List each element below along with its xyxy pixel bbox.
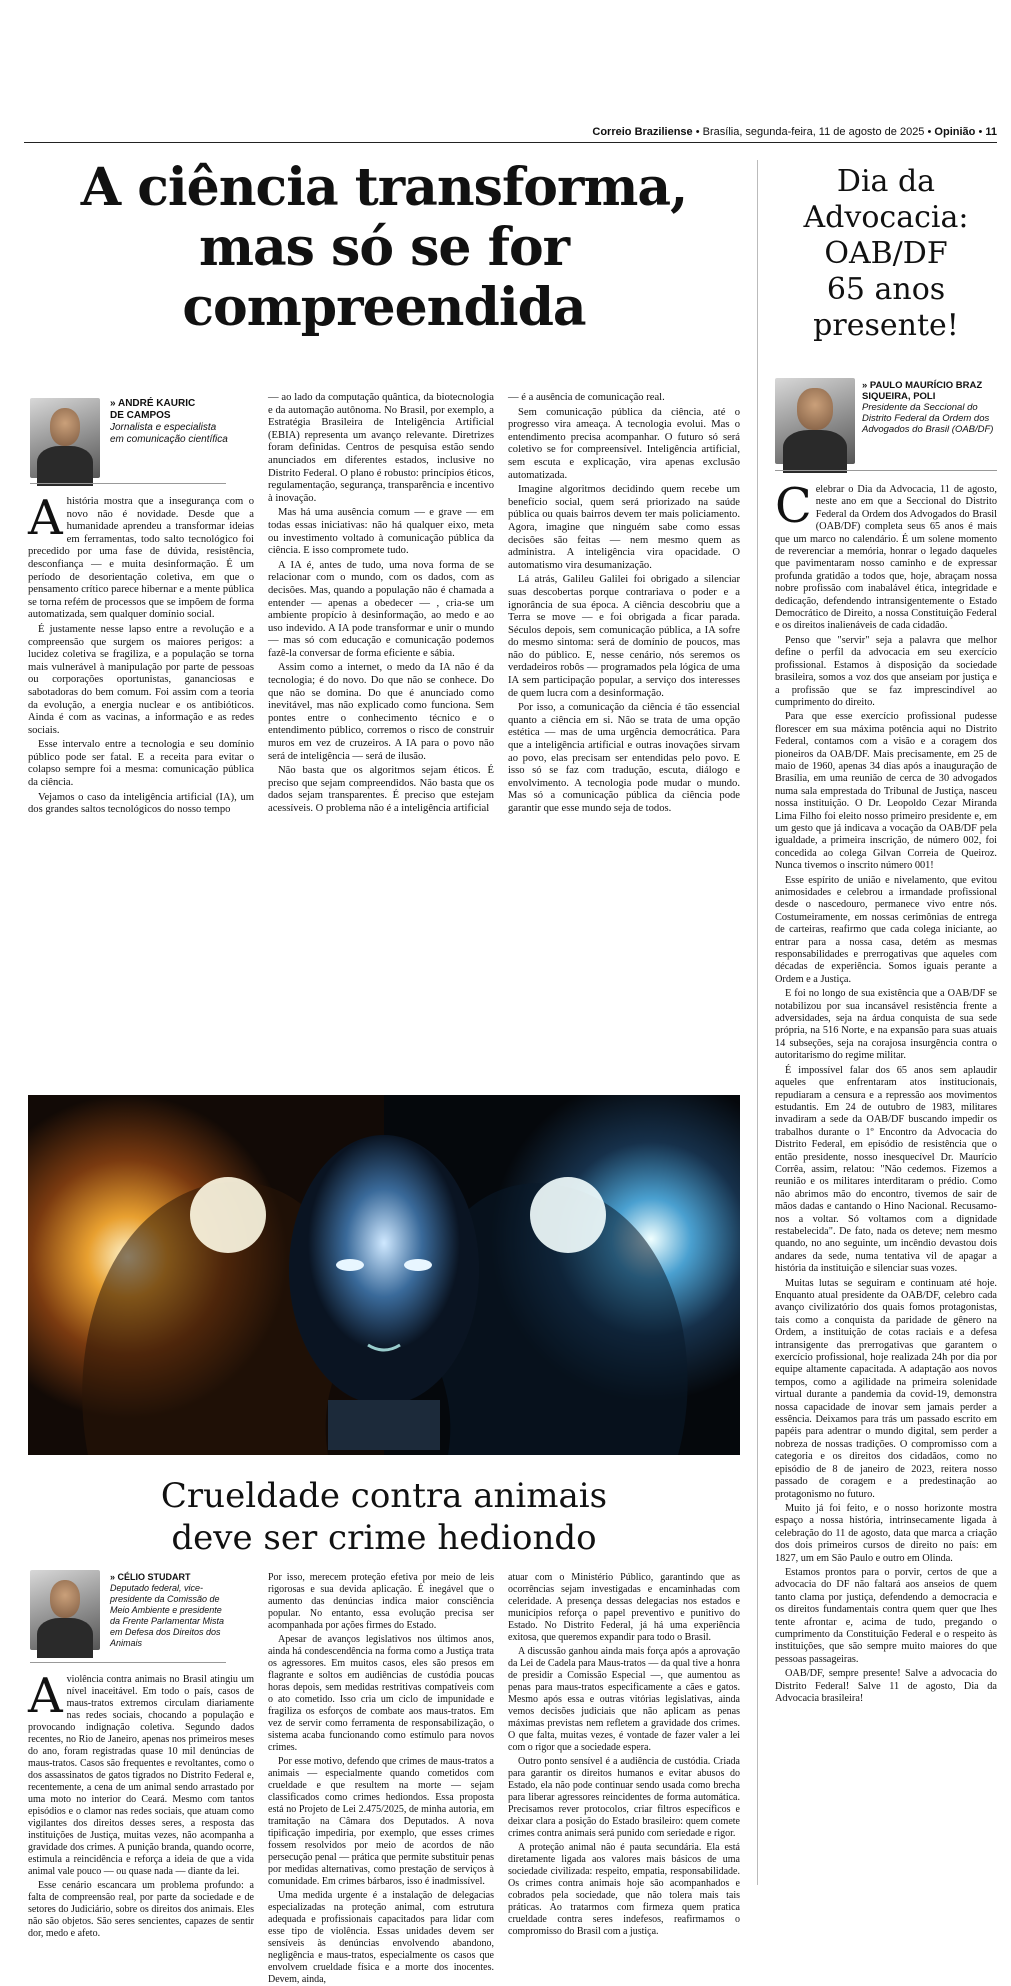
dropcap: C <box>775 478 812 534</box>
paragraph: Uma medida urgente é a instalação de delegacias especializadas na proteção animal, com estrutura adequada e profissionais capacitados para lidar com esse tipo de violência. Essas unidades devem ser sensíveis às denúncias envolvendo abandono, negligência e maus-tratos, especialmente os casos que envolvem crueldade física e a morte dos inocentes. Devem, ainda, <box>268 1890 494 1985</box>
article2-byline <box>110 1572 232 1649</box>
headline-line: OAB/DF <box>824 236 948 271</box>
page-number: 11 <box>985 126 997 138</box>
paragraph: OAB/DF, sempre presente! Salve a advocacia do Distrito Federal! Salve 11 de agosto, Dia da Advocacia brasileira! <box>775 1668 997 1704</box>
author-name: » ANDRÉ KAURIC <box>110 398 196 409</box>
article2-column-1 <box>28 1668 254 1939</box>
headline-line: A ciência transforma, <box>80 157 688 218</box>
newspaper-name: Correio Braziliense <box>592 126 693 138</box>
paragraph: A proteção animal não é pauta secundária. Ela está diretamente ligada aos valores mais básicos de uma sociedade civilizada: respeito, empatia, responsabilidade. Os crimes contra animais hoje são acompanhados e cobrados pela sociedade, que não tolera mais tais práticas. Ao tratarmos com firmeza quem pratica crueldade contra seres indefesos, reafirmamos o compromisso do Brasil com a justiça. <box>508 1842 740 1937</box>
paragraph: Esse cenário escancara um problema profundo: a falta de compreensão real, por parte da sociedade e de setores do Judiciário, sobre os direitos dos animais. Eles não são objetos. São seres sencientes, capazes de sentir dor, medo e afeto. <box>28 1880 254 1939</box>
column-divider <box>757 160 758 1885</box>
headline-line: deve ser crime hediondo <box>171 1518 597 1558</box>
paragraph: Esse intervalo entre a tecnologia e seu domínio público pode ser fatal. E a receita para evitar o colapso sempre foi a mesma: comunicação pública da ciência. <box>28 739 254 789</box>
headline-line: presente! <box>813 308 959 343</box>
section-name: Opinião <box>934 126 976 138</box>
paragraph: Sem comunicação pública da ciência, até o progresso vira ameaça. A tecnologia evolui. Mas o entendimento precisa acompanhar. O futuro só será coletivo se for compreensível. Inteligência artificial, sem escuta e explicação, vira apenas exclusão automatizada. <box>508 406 740 481</box>
paragraph: história mostra que a insegurança com o novo não é novidade. Desde que a humanidade aprendeu a transformar ideias em ferramentas, todo salto tecnológico foi precedido por uma fase de dúvida, resistência, desconfiança — e muita desinformação. É um período de desorientação coletiva, em que o pensamento crítico parece hibernar e a mente pública se torna refém de processos que se impõem de forma automatizada, sem qualquer domínio social. <box>28 496 254 621</box>
paragraph: E foi no longo de sua existência que a OAB/DF se notabilizou por sua incansável resistência frente a adversidades, seja na árdua conquista de sua sede própria, na 516 Norte, e na expansão para suas atuais 14 subseções, seja na corajosa insurgência contra o autoritarismo do regime militar. <box>775 988 997 1062</box>
author-name-cont: SIQUEIRA, POLI <box>862 391 936 402</box>
article3-headline <box>775 164 997 344</box>
header-separator: • <box>695 126 700 138</box>
paragraph: Por isso, a comunicação da ciência é tão essencial quanto a ciência em si. Não se trata de uma opção estética — mas de uma urgência democrática. Para que a inteligência artificial e outras inovações sirvam ao povo, elas precisam ser entendidas pelo povo. E isso só se faz com tradução, escuta, diálogo e envolvimento. A tecnologia pode mudar o mundo. Mas só a comunicação pública da ciência pode garantir que esse mundo seja de todos. <box>508 702 740 814</box>
paragraph: Muito já foi feito, e o nosso horizonte mostra espaço a nossa história, intrinsecamente ligada à celebração do 11 de agosto, data que marca a criação dos dois primeiros cursos de direito no país: em 1827, um em São Paulo e outro em Olinda. <box>775 1502 997 1564</box>
paragraph: A IA é, antes de tudo, uma nova forma de se relacionar com o mundo, com os dados, com as decisões. Mas, quando a população não é chamada a entender — apenas a obedecer — , cria-se um ambiente propício à desinformação, ao medo e ao uso indevido. A IA pode transformar e unir o mundo — mas só com educação e comunicação podemos fazê-la conversar de forma eficiente e sábia. <box>268 559 494 659</box>
paragraph: Esse espírito de união e nivelamento, que evitou animosidades e celebrou a irmandade profissional desde o nascedouro, permanece vivo entre nós. Costumeiramente, em nossas cerimônias de entrega de carteiras, reafirmo que cada colega iniciante, ao entrar para a nossa casa, detém as mesmas responsabilidades e prerrogativas que aqueles com décadas de experiência. Somos iguais perante a Ordem e a Justiça. <box>775 874 997 985</box>
byline-rule <box>30 1662 226 1663</box>
paragraph: A discussão ganhou ainda mais força após a aprovação da Lei de Cadela para Maus-tratos — da qual tive a honra de presidir a Comissão Especial —, que aumentou as penas para maus-tratos especificamente a cães e gatos. Mesmo após essa e outras vitórias legislativas, ainda vemos decisões judiciais que não aplicam as penas máximas previstas nem refletem a gravidade dos crimes. O que falta, muitas vezes, é vontade de fazer valer a lei com o rigor que a sociedade espera. <box>508 1646 740 1753</box>
headline-line: mas só se for <box>198 217 570 278</box>
author-name: » PAULO MAURÍCIO BRAZ <box>862 380 983 391</box>
author-role: Deputado federal, vice-presidente da Comissão de Meio Ambiente e presidente da Frente Parlamentar Mista em Defesa dos Direitos dos Animais <box>110 1583 225 1648</box>
paragraph: Vejamos o caso da inteligência artificial (IA), um dos grandes saltos tecnológicos do nosso tempo <box>28 791 254 816</box>
paragraph: Lá atrás, Galileu Galilei foi obrigado a silenciar suas descobertas porque contrariava o poder e a ignorância de sua época. A ciência descobriu que a Terra se move — e foi obrigada a ficar parada. Séculos depois, sem comunicação pública, a IA sofre do mesmo sintoma: será de domínio de poucos, mas não do público. E, nesse cenário, nós seremos os verdadeiros robôs — programados pela lógica de uma IA sem participação popular, a serviço dos interesses de quem lucra com a desinformação. <box>508 574 740 699</box>
paragraph: Por isso, merecem proteção efetiva por meio de leis rigorosas e sua devida aplicação. É inegável que o aumento das denúncias indica maior consciência popular. No entanto, essa evolução precisa ser acompanhada por ações firmes do Estado. <box>268 1572 494 1631</box>
page-header <box>24 126 997 143</box>
article1-column-1 <box>28 490 254 886</box>
headline-line: Crueldade contra animais <box>160 1476 608 1516</box>
author-name-cont: DE CAMPOS <box>110 410 171 421</box>
byline-rule <box>30 483 226 484</box>
paragraph: elebrar o Dia da Advocacia, 11 de agosto, neste ano em que a Seccional do Distrito Federal da Ordem dos Advogados do Brasil (OAB/DF) completa seus 65 anos é mais que um marco no calendário. É um solene momento de reverenciar a memória, honrar o legado daqueles que pavimentaram nosso caminho e de expressar profunda gratidão a todos que, hoje, abraçam nossa nobre profissão com inabalável ética, integridade e dedicação, defendendo intransigentemente o Estado Democrático de Direito, a nossa Constituição Federal e os direitos inalienáveis de cada cidadão. <box>775 484 997 632</box>
paragraph: É impossível falar dos 65 anos sem aplaudir aqueles que enfrentaram atos institucionais, repudiaram a censura e a repressão aos movimentos estudantis. Em 24 de outubro de 1983, militares invadiram a sede da OAB/DF buscando impedir os trabalhos durante o 1º Encontro da Advocacia do Distrito Federal, em episódio de resistência que o então presidente, nosso inesquecível Dr. Maurício Corrêa, assim, relatou: "Não cedemos. Fizemos a reunião e os militares interditaram o prédio. Como não abrimos mão do encontro, tivemos de sair de mãos dadas e cantando o Hino Nacional. Recusamo-nos a voltar. Só voltamos com a dignidade restabelecida". De fato, nada os deteve; nem mesmo quando, no ano seguinte, um incêndio devastou dois andares da sede, numa tentativa vil de apagar a história da instituição e silenciar suas vozes. <box>775 1064 997 1275</box>
author-photo-celio <box>30 1570 100 1650</box>
article1-column-3 <box>508 392 740 890</box>
article3-column <box>775 478 997 1889</box>
author-photo-andre <box>30 398 100 478</box>
article3-byline <box>862 380 997 435</box>
ai-illustration-drawing <box>28 1095 740 1455</box>
article2-headline <box>28 1475 740 1559</box>
ai-illustration <box>28 1095 740 1455</box>
paragraph: Apesar de avanços legislativos nos últimos anos, ainda há condescendência na forma como a Justiça trata os agressores. Em muitos casos, eles são presos em flagrante e soltos em audiências de custódia poucas horas depois, sem medidas restritivas compatíveis com o ato cometido. Isso cria um ciclo de impunidade e fragiliza os esforços de combate aos maus-tratos. Em vez de servir como ferramenta de responsabilização, o sistema acaba funcionando como estímulo para novos crimes. <box>268 1634 494 1753</box>
author-role: Jornalista e especialista em comunicação científica <box>110 422 228 445</box>
dropcap: A <box>28 1668 63 1724</box>
paragraph: É justamente nesse lapso entre a revolução e a compreensão que surgem os maiores perigos: a lucidez coletiva se fragiliza, e a população se torna mais vulnerável à manipulação por parte de pessoas ou corporações oportunistas, gananciosas e sabotadoras do bem comum. Foi assim com a teoria da evolução, a energia nuclear e os antibióticos. Ainda é com as vacinas, a informação e as redes sociais. <box>28 623 254 736</box>
header-separator: • <box>927 126 932 138</box>
article1-headline <box>28 158 740 338</box>
paragraph: Estamos prontos para o porvir, certos de que a advocacia do DF não faltará aos anseios de quem tanto clama por justiça, defendendo a democracia e os direitos fundamentais contra quem quer que lhes tente afrontar e, acima de tudo, pregando o cumprimento da Constituição Federal e o respeito às instituições, que são sempre muito maiores do que pessoas passageiras. <box>775 1566 997 1665</box>
paragraph: Por esse motivo, defendo que crimes de maus-tratos a animais — especialmente quando cometidos com crueldade e que resultem na morte — sejam classificados como crimes hediondos. Essa proposta está no Projeto de Lei 2.475/2025, de minha autoria, em tramitação na Câmara dos Deputados. A nova tipificação impediria, por exemplo, que esses crimes fossem resolvidos por meio de acordos de não persecução penal — prática que permite substituir penas por medidas alternativas, como prestação de serviços à comunidade. Em crimes bárbaros, isso é inadmissível. <box>268 1756 494 1887</box>
dropcap: A <box>28 490 63 546</box>
headline-line: Advocacia: <box>803 200 969 235</box>
paragraph: Muitas lutas se seguiram e continuam até hoje. Enquanto atual presidente da OAB/DF, celebro cada avanço civilizatório dos quais fomos protagonistas, tais como a conquista da paridade de gênero na Ordem, a instituição de cotas raciais e a defesa intransigente das prerrogativas que garantem o exercício profissional, hoje realizada 24h por dia por equipe altamente capacitada. A adaptação aos novos tempos, como a agilidade na primeira solenidade virtual durante a pandemia da covid-19, demonstra nossa capacidade de inovar sem jamais perder a essência. Deixamos para trás um passado escrito em papéis para adentrar o mundo digital, sem perder a nobreza de nossas tradições. O compromisso com a categoria e os direitos dos cidadãos, como no episódio de 8 de janeiro de 2023, reitera nosso passado de coragem e a predestinação ao protagonismo no futuro. <box>775 1277 997 1500</box>
paragraph: — é a ausência de comunicação real. <box>508 392 665 403</box>
paragraph: violência contra animais no Brasil atingiu um nível inaceitável. Em todo o país, casos de maus-tratos extremos circulam diariamente nas redes sociais, chocando a população e provocando indignação coletiva. Segundo dados recentes, no Rio de Janeiro, apenas nos primeiros meses do ano, foram registradas quase 10 mil denúncias de maus-tratos. Casos são frequentes e revoltantes, como o dos assassinatos de gatos tigrados no Distrito Federal e, recentemente, a cena de um animal sendo arrastado por uma moto no interior do Ceará. Mesmo com tantos episódios e o clamor nas redes sociais, que atuam como vigilantes dos direitos desses seres, a resposta das instituições de Justiça, muitas vezes, não acompanha a gravidade dos crimes. A punição branda, quando ocorre, estimula a reincidência e reforça a ideia de que a vida animal vale pouco — ou quase nada — diante da lei. <box>28 1674 254 1877</box>
article2-column-3 <box>508 1572 740 1937</box>
headline-line: Dia da <box>836 164 936 199</box>
paragraph: — ao lado da computação quântica, da biotecnologia e da automação autônoma. No Brasil, por exemplo, a Estratégia Brasileira de Inteligência Artificial (EBIA) representa um avanço relevante. Diretrizes foram definidas. Centros de pesquisa estão sendo anunciados em diferentes estados, inclusive no Distrito Federal. O plano é robusto: princípios éticos, regulamentação, segurança, transparência e incentivo à inovação. <box>268 392 494 504</box>
paragraph: Imagine algoritmos decidindo quem recebe um benefício social, quem será priorizado na saúde pública ou quais bairros devem ter mais policiamento. Agora, imagine que ninguém sabe como essas decisões são feitas — nem mesmo quem as administra. A inteligência vira opacidade. O automatismo vira desumanização. <box>508 484 740 571</box>
headline-line: 65 anos <box>826 272 946 307</box>
author-role: Presidente da Seccional do Distrito Federal da Ordem dos Advogados do Brasil (OAB/DF) <box>862 402 994 435</box>
paragraph: Outro ponto sensível é a audiência de custódia. Criada para garantir os direitos humanos e evitar abusos do Estado, ela não pode continuar sendo usada como brecha para liberar agressores reincidentes de forma automática. Precisamos rever protocolos, criar filtros específicos e deixar clara a posição do Estado brasileiro: quem comete crimes contra animais será punido com seriedade e rigor. <box>508 1756 740 1839</box>
paragraph: Penso que "servir" seja a palavra que melhor define o perfil da advocacia em seu exercício profissional. Estamos à disposição da sociedade brasileira, somos a voz dos que anseiam por justiça e a profissão que se faz imprescindível ao cumprimento do direito. <box>775 634 997 708</box>
article1-byline <box>110 398 228 446</box>
paragraph: atuar com o Ministério Público, garantindo que as ocorrências sejam investigadas e encaminhadas com celeridade. A presença dessas delegacias nos estados e municípios reforça o papel preventivo e punitivo do Estado. No Distrito Federal, já há uma experiência exitosa, que queremos expandir para todo o Brasil. <box>508 1572 740 1643</box>
author-photo-paulo <box>775 378 855 464</box>
dateline: Brasília, segunda-feira, 11 de agosto de 2025 <box>702 126 925 138</box>
article2-column-2 <box>268 1572 494 1985</box>
paragraph: Para que esse exercício profissional pudesse florescer em sua máxima potência aqui no Distrito Federal, contamos com a visão e a coragem dos pioneiros da OAB/DF. Mais precisamente, em 25 de maio de 1960, apenas 34 dias após a inauguração de Brasília, em uma reunião de cerca de 30 advogados numa sala emprestada do Tribunal de Justiça, nasceu nossa instituição. O Dr. Leopoldo Cezar Miranda Lima Filho foi eleito nosso primeiro presidente e, em um gesto que já indicava a vocação da OAB/DF pela igualdade, a primeira inscrição, de número 002, foi concedida ao colega Gilvan Correia de Queiroz. Nunca tivemos o inscrito número 001! <box>775 711 997 872</box>
article1-column-2 <box>268 392 494 890</box>
author-name: » CÉLIO STUDART <box>110 1572 191 1582</box>
byline-rule <box>775 470 997 471</box>
paragraph: Mas há uma ausência comum — e grave — em todas essas iniciativas: não há qualquer eixo, meta ou investimento voltado à comunicação pública da ciência. E isso compromete tudo. <box>268 507 494 557</box>
paragraph: Assim como a internet, o medo da IA não é da tecnologia; é do novo. Do que não se conhece. Do que não se domina. Do que é anunciado como inevitável, mas não explicado como funciona. Sem pontes entre o conhecimento técnico e o entendimento público, corremos o risco de construir muros em vez de cruzeiros. A IA para o povo não será de inteligência — será de ilusão. <box>268 662 494 762</box>
headline-line: compreendida <box>182 277 586 338</box>
header-separator: • <box>978 126 983 138</box>
paragraph: Não basta que os algoritmos sejam éticos. É preciso que sejam compreendidos. Não basta que os dados sejam transparentes. É preciso que estejam acessíveis. O problema não é a inteligência artificial <box>268 765 494 814</box>
